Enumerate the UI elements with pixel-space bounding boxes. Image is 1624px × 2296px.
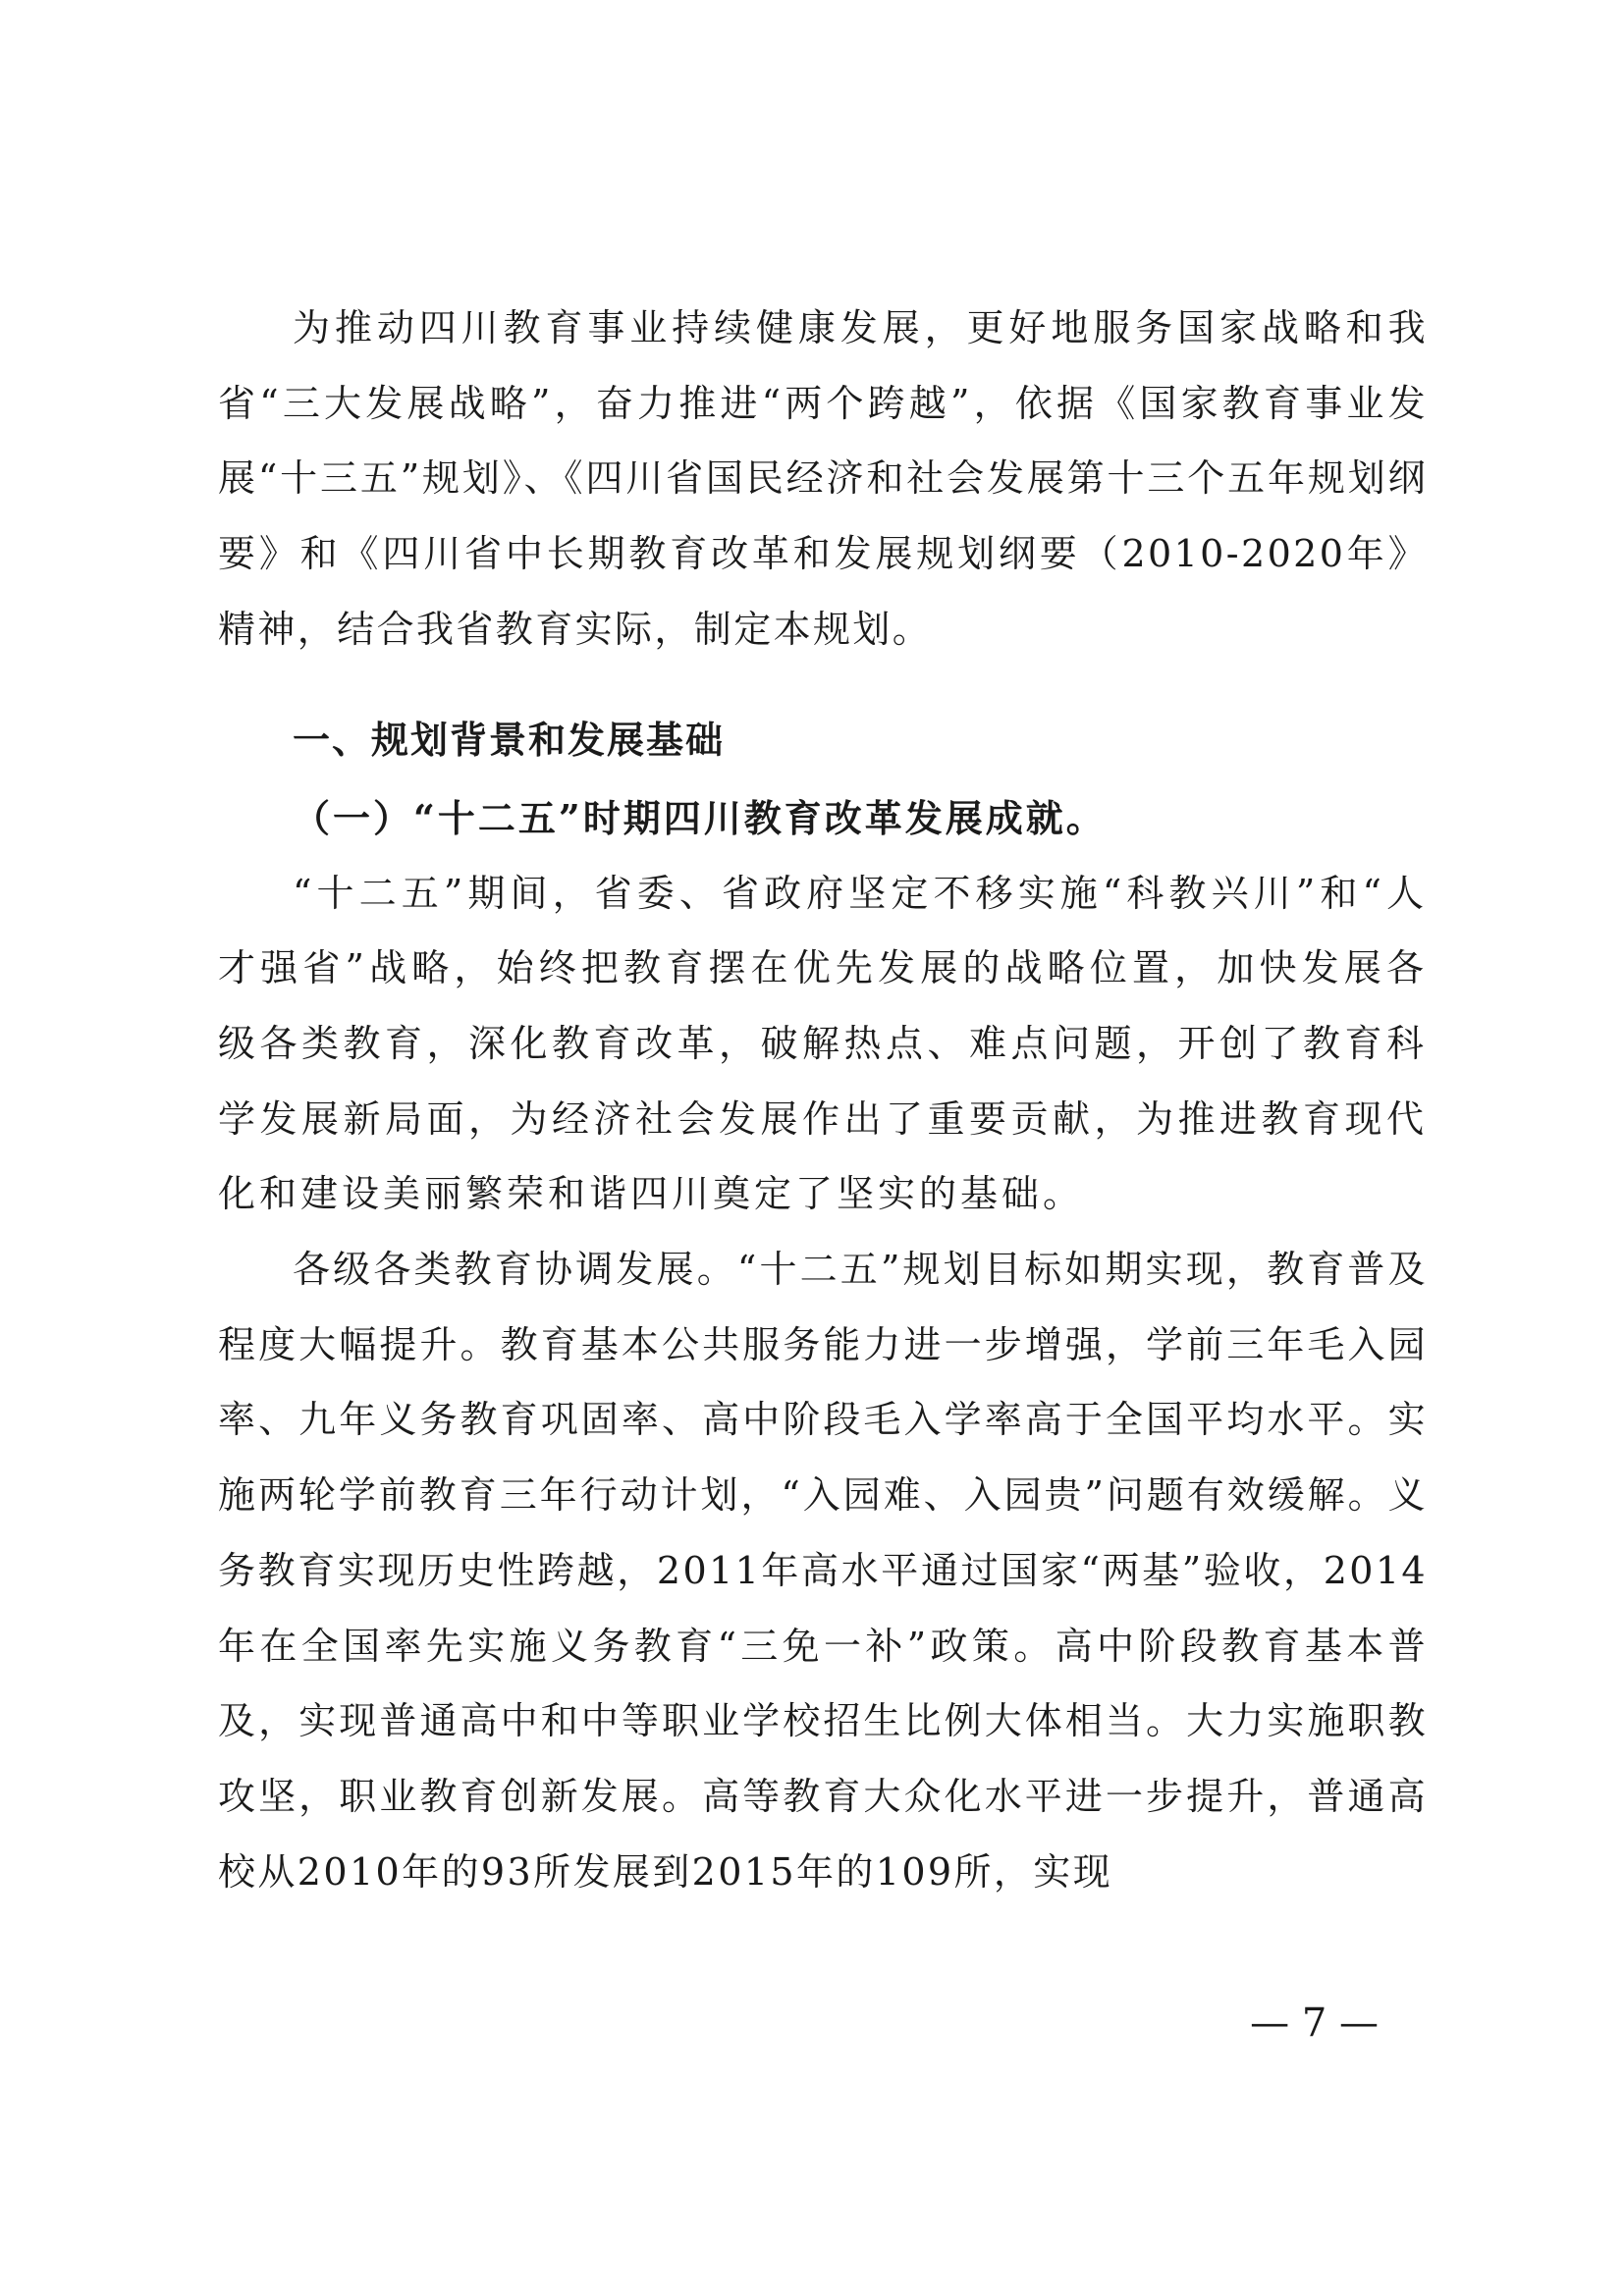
subsection-heading: （一）“十二五”时期四川教育改革发展成就。 (293, 795, 1107, 840)
achievements-paragraph: “十二五”期间，省委、省政府坚定不移实施“科教兴川”和“人才强省”战略，始终把教育摆在优先发展的战略位置，加快发展各级各类教育，深化教育改革，破解热点、难点问题，开创了教育科学发展新局面，为经济社会发展作出了重要贡献，为推进教育现代化和建设美丽繁荣和谐四川奠定了坚实的基础。 (218, 871, 1428, 1216)
page-number: — 7 — (1250, 2001, 1379, 2046)
coordinated-development-paragraph: 各级各类教育协调发展。“十二五”规划目标如期实现，教育普及程度大幅提升。教育基本公共服务能力进一步增强，学前三年毛入园率、九年义务教育巩固率、高中阶段毛入学率高于全国平均水平。实施两轮学前教育三年行动计划，“入园难、入园贵”问题有效缓解。义务教育实现历史性跨越，2011年高水平通过国家“两基”验收，2014年在全国率先实施义务教育“三免一补”政策。高中阶段教育基本普及，实现普通高中和中等职业学校招生比例大体相当。大力实施职教攻坚，职业教育创新发展。高等教育大众化水平进一步提升，普通高校从2010年的93所发展到2015年的109所，实现 (218, 1248, 1428, 1894)
intro-paragraph: 为推动四川教育事业持续健康发展，更好地服务国家战略和我省“三大发展战略”，奋力推进“两个跨越”，依据《国家教育事业发展“十三五”规划》、《四川省国民经济和社会发展第十三个五年规划纲要》和《四川省中长期教育改革和发展规划纲要（2010-2020年》精神，结合我省教育实际，制定本规划。 (218, 306, 1428, 651)
document-body (218, 291, 1428, 1909)
section-heading: 一、规划背景和发展基础 (293, 718, 726, 762)
